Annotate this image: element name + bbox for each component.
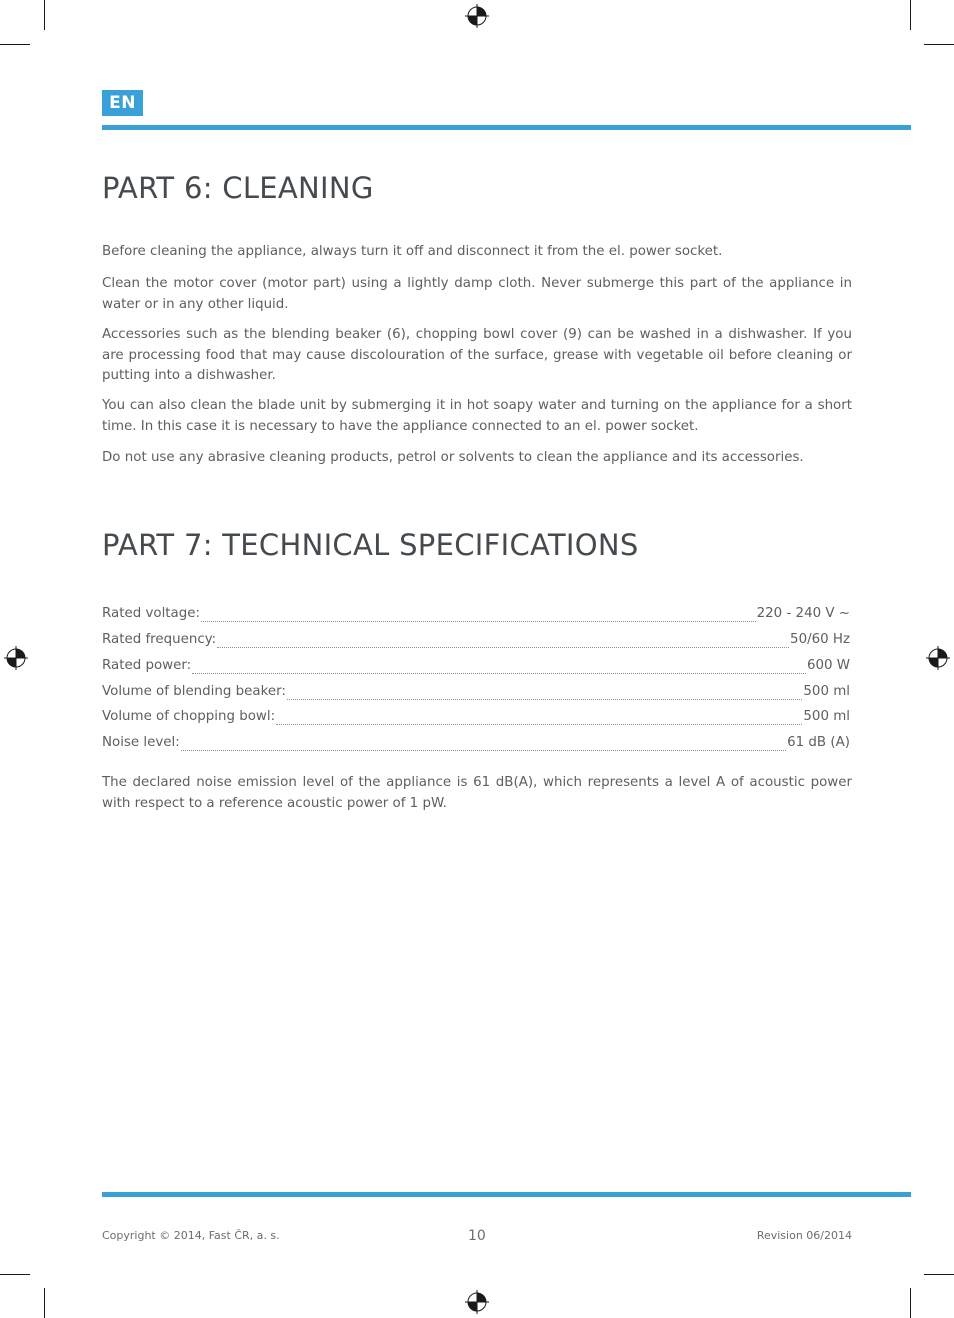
page-number: 10 [468,1228,486,1244]
spec-row [102,606,850,626]
spec-value: 500 ml [803,709,850,724]
spec-row [102,684,850,704]
footer-rule [102,1192,911,1197]
spec-row [102,735,850,755]
registration-mark-icon [465,4,489,28]
registration-mark-icon [465,1290,489,1314]
spec-row [102,709,850,729]
dot-leader [276,723,802,725]
spec-row [102,632,850,652]
spec-label: Volume of blending beaker: [102,684,286,699]
cleaning-paragraph: You can also clean the blade unit by submerging it in hot soapy water and turning on the appliance for a short time. In this case it is necessary to have the appliance connected to an el. power socket. [102,398,852,434]
crop-mark [910,0,911,30]
section-title-specifications: PART 7: TECHNICAL SPECIFICATIONS [102,528,639,562]
crop-mark [910,1288,911,1318]
noise-note: The declared noise emission level of the appliance is 61 dB(A), which represents a level A of acoustic power with respect to a reference acoustic power of 1 pW. [102,775,852,811]
revision-text: Revision 06/2014 [756,1229,852,1242]
spec-label: Noise level: [102,735,180,750]
copyright-text: Copyright © 2014, Fast ČR, a. s. [102,1229,280,1242]
crop-mark [0,1274,30,1275]
dot-leader [181,749,786,751]
cleaning-paragraph: Accessories such as the blending beaker (6), chopping bowl cover (9) can be washed in a dishwasher. If you are processing food that may cause discolouration of the surface, grease with vegetable oil before cleaning or putting into a dishwasher. [102,327,852,383]
registration-mark-icon [926,646,950,670]
crop-mark [924,1274,954,1275]
spec-label: Rated power: [102,658,192,673]
spec-row [102,658,850,678]
language-badge: EN [102,90,143,116]
registration-mark-icon [4,646,28,670]
spec-value: 600 W [806,658,850,673]
dot-leader [201,620,756,622]
dot-leader [192,672,806,674]
header-rule [102,125,911,130]
crop-mark [0,44,30,45]
spec-value: 61 dB (A) [787,735,850,750]
crop-mark [44,1288,45,1318]
crop-mark [924,44,954,45]
spec-label: Rated frequency: [102,632,217,647]
cleaning-paragraph: Do not use any abrasive cleaning products, petrol or solvents to clean the appliance and its accessories. [102,450,804,465]
crop-mark [44,0,45,30]
spec-value: 50/60 Hz [790,632,850,647]
cleaning-paragraph: Clean the motor cover (motor part) using a lightly damp cloth. Never submerge this part of the appliance in water or in any other liquid. [102,276,852,312]
dot-leader [287,698,803,700]
cleaning-paragraph: Before cleaning the appliance, always turn it off and disconnect it from the el. power socket. [102,244,723,259]
spec-label: Rated voltage: [102,606,201,621]
spec-value: 220 - 240 V ~ [756,606,850,621]
spec-value: 500 ml [803,684,850,699]
spec-label: Volume of chopping bowl: [102,709,276,724]
section-title-cleaning: PART 6: CLEANING [102,171,374,205]
dot-leader [217,646,789,648]
